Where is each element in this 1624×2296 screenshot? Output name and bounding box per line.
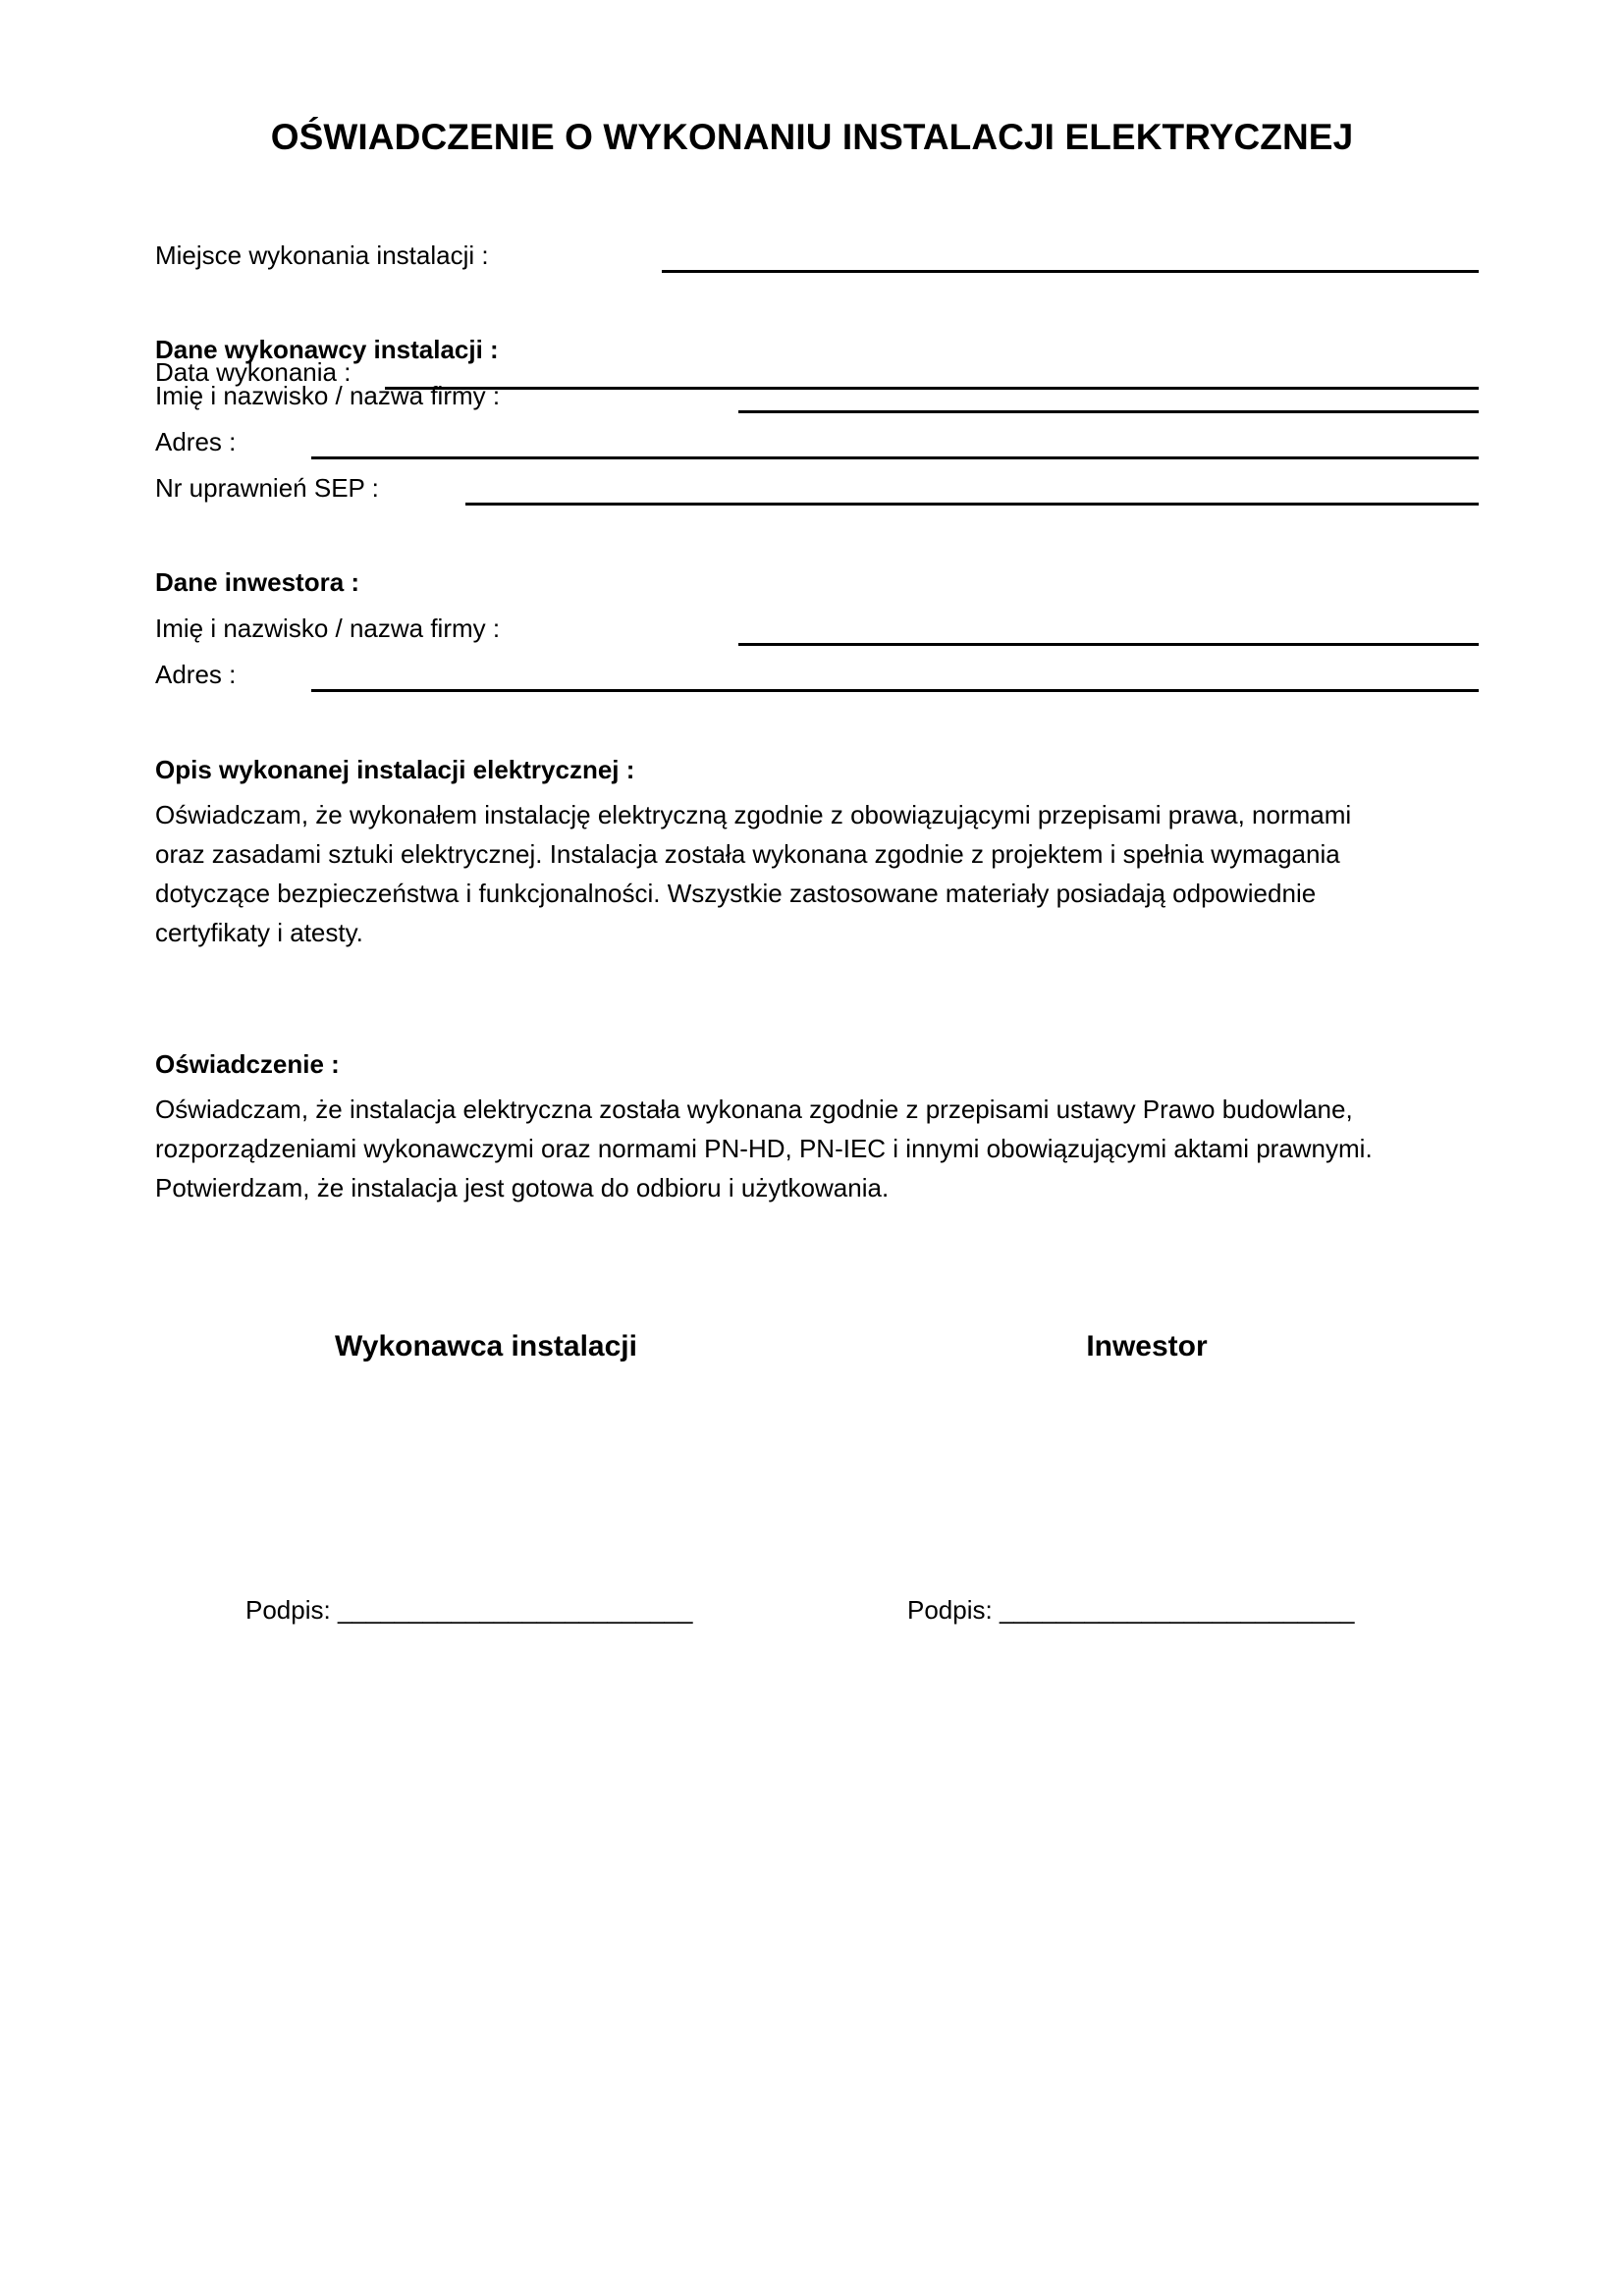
statement-paragraph — [155, 1090, 1530, 1207]
contractor-name-label: Imię i nazwisko / nazwa firmy : — [155, 381, 501, 410]
document-title: OŚWIADCZENIE O WYKONANIU INSTALACJI ELEKTRYCZNEJ — [270, 117, 1354, 157]
investor-signature-heading: Inwestor — [1086, 1330, 1208, 1362]
contractor-license-label: Nr uprawnień SEP : — [155, 473, 379, 503]
statement-line: rozporządzeniami wykonawczymi oraz normami PN-HD, PN-IEC i innymi obowiązującymi aktami prawnymi. — [155, 1134, 1373, 1163]
contractor-license-field-line[interactable] — [465, 503, 1479, 506]
contractor-heading: Dane wykonawcy instalacji : — [155, 335, 499, 364]
investor-heading: Dane inwestora : — [155, 567, 360, 597]
investor-address-label: Adres : — [155, 660, 237, 689]
contractor-signature-field[interactable]: Podpis: _________________________ — [245, 1595, 693, 1625]
description-paragraph — [155, 795, 1530, 952]
investor-name-field-line[interactable] — [738, 643, 1479, 646]
statement-line: Potwierdzam, że instalacja jest gotowa do odbioru i użytkowania. — [155, 1173, 890, 1202]
place-label: Miejsce wykonania instalacji : — [155, 240, 489, 270]
description-heading: Opis wykonanej instalacji elektrycznej : — [155, 755, 635, 784]
date-label: Data wykonania : — [155, 357, 352, 387]
contractor-address-field-line[interactable] — [311, 456, 1479, 459]
description-line: oraz zasadami sztuki elektrycznej. Instalacja została wykonana zgodnie z projektem i spełnia wymagania — [155, 839, 1340, 869]
statement-heading: Oświadczenie : — [155, 1049, 340, 1079]
investor-name-label: Imię i nazwisko / nazwa firmy : — [155, 614, 501, 643]
contractor-signature-heading: Wykonawca instalacji — [335, 1330, 637, 1362]
date-field-line[interactable] — [385, 387, 1479, 390]
investor-address-field-line[interactable] — [311, 689, 1479, 692]
investor-signature-field[interactable]: Podpis: _________________________ — [907, 1595, 1355, 1625]
description-line: Oświadczam, że wykonałem instalację elektryczną zgodnie z obowiązującymi przepisami prawa, normami — [155, 800, 1352, 829]
description-line: dotyczące bezpieczeństwa i funkcjonalności. Wszystkie zastosowane materiały posiadają odpowiednie — [155, 879, 1317, 908]
description-line: certyfikaty i atesty. — [155, 918, 363, 947]
contractor-name-field-line[interactable] — [738, 410, 1479, 413]
place-field-line[interactable] — [662, 270, 1479, 273]
statement-line: Oświadczam, że instalacja elektryczna została wykonana zgodnie z przepisami ustawy Prawo budowlane, — [155, 1095, 1353, 1124]
contractor-address-label: Adres : — [155, 427, 237, 456]
